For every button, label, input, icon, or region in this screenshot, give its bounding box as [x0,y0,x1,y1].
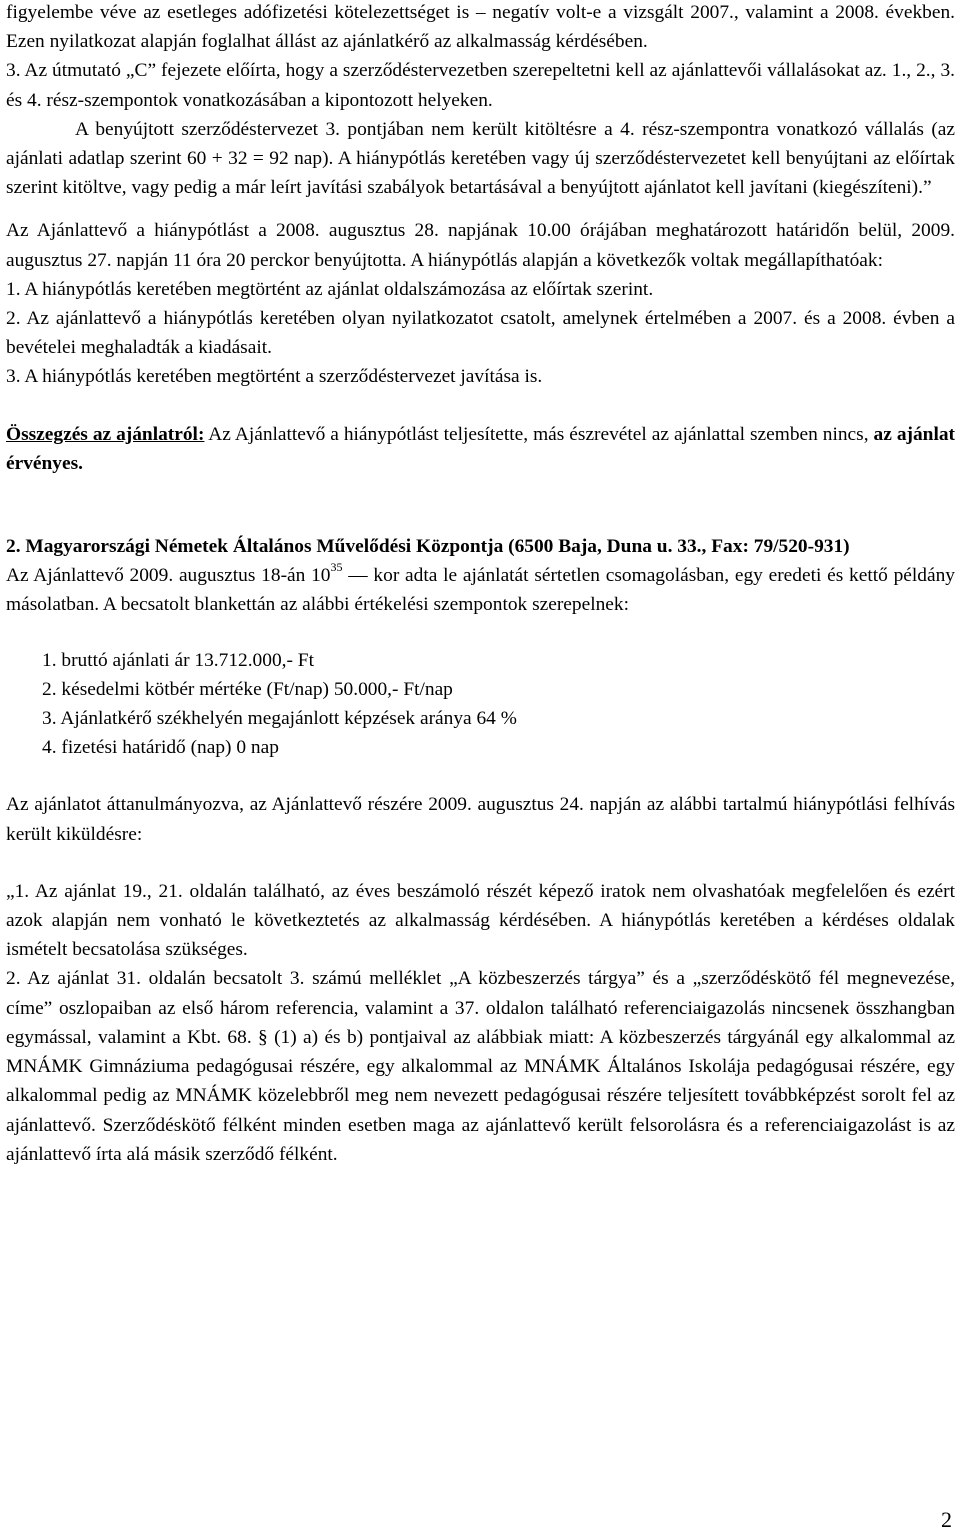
section-2-intro [6,561,955,619]
criteria-item: 1. bruttó ajánlati ár 13.712.000,- Ft [42,649,314,671]
criteria-list [42,646,955,763]
criteria-item: 3. Ajánlatkérő székhelyén megajánlott képzések aránya 64 % [42,708,517,730]
summary-label: Összegzés az ajánlatról: [6,423,205,445]
paragraph-contract-draft: A benyújtott szerződéstervezet 3. pontjában nem került kitöltésre a 4. rész-szempontra vonatkozó vállalás (az ajánlati adatlap szerint 60 + 32 = 92 nap). A hiánypótlás keretében vagy új szerződéstervezetet kell benyújtani az előírtak szerint kitöltve, vagy pedig a már leírt javítási szabályok betartásával a benyújtott ajánlatot kell javítani (kiegészíteni).” [6,118,955,199]
intro-text-end: — kor adta le ajánlatát sértetlen csomagolásban, egy eredeti és kettő példány másolatban. A becsatolt blankettán az alábbi értékelési szempontok szerepelnek: [6,565,955,616]
paragraph-continuation: figyelembe véve az esetleges adófizetési kötelezettséget is – negatív volt-e a vizsgált 2007., valamint a 2008. években. Ezen nyilatkozat alapján foglalhat állást az ajánlatkérő az alkalmasság kérdésében. [6,2,955,53]
quote-item-1: „1. Az ajánlat 19., 21. oldalán található, az éves beszámoló részét képező iratok nem olvashatóak megfelelően és ezért azok alapján nem vonható le következtetés az alkalmasság kérdésében. A hiánypótlás keretében a kérdéses oldalak ismételt becsatolása szükséges. [6,880,955,961]
criteria-item: 2. késedelmi kötbér mértéke (Ft/nap) 50.000,- Ft/nap [42,678,453,700]
page-number: 2 [941,1507,952,1532]
time-superscript: 35 [330,559,343,574]
paragraph-deficiency-submission: Az Ajánlattevő a hiánypótlást a 2008. augusztus 28. napjának 10.00 órájában meghatározott határidőn belül, 2009. augusztus 27. napján 11 óra 20 perckor benyújtotta. A hiánypótlás alapján a következők voltak megállapíthatóak: [6,220,955,271]
quote-item-2: 2. Az ajánlat 31. oldalán becsatolt 3. számú melléklet „A közbeszerzés tárgya” és a „szerződéskötő fél megnevezése, címe” oszlopaiban az első három referencia, valamint a 37. oldalon található referenciaigazolás nincsenek összhangban egymással, valamint a Kbt. 68. § (1) a) és b) pontjaival az alábbiak miatt: A közbeszerzés tárgyánál egy alkalommal az MNÁMK Gimnáziuma pedagógusai részére, egy alkalommal az MNÁMK Általános Iskolája pedagógusai részére, egy alkalommal pedig az MNÁMK közelebbről meg nem nevezett pedagógusai részére teljesített továbbképzést sorolt fel az ajánlattevő. Szerződéskötő félként minden esetben maga az ajánlattevő került felsorolásra és a referenciaigazolást is az ajánlattevő írta alá másik szerződő félként. [6,968,955,1165]
section-2-heading: 2. Magyarországi Németek Általános Művelődési Központja (6500 Baja, Duna u. 33., Fax: 79/520-931) [6,536,850,558]
findings-list [6,275,955,392]
document-page [6,0,955,1169]
finding-item: 2. Az ajánlattevő a hiánypótlás keretében olyan nyilatkozatot csatolt, amelynek értelmében a 2007. és a 2008. évben a bevételei meghaladták a kiadásait. [6,308,955,359]
summary-verdict: az ajánlat érvényes. [6,423,955,474]
paragraph-review: Az ajánlatot áttanulmányozva, az Ajánlattevő részére 2009. augusztus 24. napján az alábbi tartalmú hiánypótlási felhívás került kiküldésre: [6,794,955,845]
summary-paragraph [6,420,955,478]
paragraph-item-3: 3. Az útmutató „C” fejezete előírta, hogy a szerződéstervezetben szerepeltetni kell az ajánlattevői vállalásokat az. 1., 2., 3. és 4. rész-szempontok vonatkozásában a kipontozott helyeken. [6,60,955,111]
summary-text: Az Ajánlattevő a hiánypótlást teljesítette, más észrevétel az ajánlattal szemben nincs, [204,423,874,445]
finding-item: 1. A hiánypótlás keretében megtörtént az ajánlat oldalszámozása az előírtak szerint. [6,278,654,300]
criteria-item: 4. fizetési határidő (nap) 0 nap [42,737,279,759]
finding-item: 3. A hiánypótlás keretében megtörtént a szerződéstervezet javítása is. [6,366,543,388]
intro-text-start: Az Ajánlattevő 2009. augusztus 18-án 10 [6,565,331,587]
